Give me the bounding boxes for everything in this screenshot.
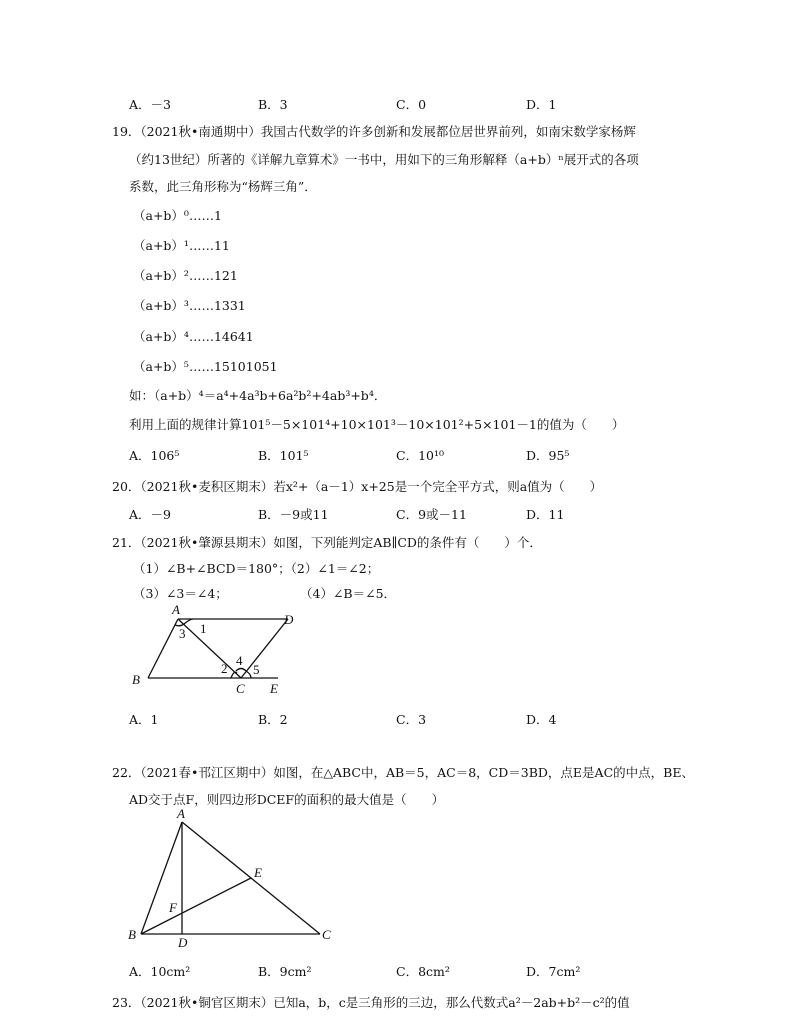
q19-triangle-row-3: （a+b）³……1331 [133,298,246,313]
q18-option-c[interactable]: C．0 [396,97,427,112]
label-f: F [169,900,177,915]
q19-option-a[interactable]: A．106⁵ [129,448,180,463]
line-be [141,878,251,934]
q20-question: 20．（2021秋•麦积区期末）若x²+（a－1）x+25是一个完全平方式，则a值为（ ） [112,479,603,494]
q18-option-b[interactable]: B．3 [258,97,288,112]
q20-option-b[interactable]: B．－9或11 [258,507,329,522]
q19-stem-line1: 19．（2021秋•南通期中）我国古代数学的许多创新和发展都位居世界前列，如南宋数学家杨辉 [112,124,636,139]
q22-option-d[interactable]: D．7cm² [526,964,581,979]
q21-condition-4: （4）∠B＝∠5． [300,586,397,601]
q19-stem-line2: （约13世纪）所著的《详解九章算术》一书中，用如下的三角形解释（a+b）ⁿ展开式的各项 [129,152,639,167]
label-angle-5: 5 [253,662,260,677]
q22-triangle-figure [120,806,340,952]
q23-question: 23．（2021秋•铜官区期末）已知a，b，c是三角形的三边，那么代数式a²－2ab+b²－c²的值 [112,995,630,1010]
label-d: D [284,612,294,627]
label-b: B [132,672,140,687]
q19-example: 如：（a+b）⁴＝a⁴+4a³b+6a²b²+4ab³+b⁴． [129,388,387,403]
q21-condition-1-2: （1）∠B+∠BCD＝180°；（2）∠1＝∠2； [133,561,380,576]
label-e: E [254,865,262,880]
q18-option-a[interactable]: A．－3 [129,97,171,112]
q19-option-d[interactable]: D．95⁵ [526,448,570,463]
q21-option-c[interactable]: C．3 [396,712,427,727]
q22-stem-line1: 22．（2021春•邗江区期中）如图，在△ABC中，AB＝5，AC＝8，CD＝3BD，点E是AC的中点，BE、 [112,765,694,780]
label-d: D [178,935,188,950]
label-angle-1: 1 [200,621,207,636]
label-a: A [177,806,185,821]
label-c: C [236,681,245,696]
label-b: B [128,927,136,942]
label-angle-4: 4 [236,653,243,668]
q19-question: 利用上面的规律计算101⁵－5×101⁴+10×101³－10×101²+5×101－1的值为（ ） [129,417,625,432]
q19-triangle-row-5: （a+b）⁵……15101051 [133,359,278,374]
q22-option-b[interactable]: B．9cm² [258,964,312,979]
q22-option-c[interactable]: C．8cm² [396,964,450,979]
angle-arc-1 [184,619,193,624]
line-ac [178,619,241,678]
q21-option-b[interactable]: B．2 [258,712,288,727]
q21-condition-3: （3）∠3＝∠4； [133,586,228,601]
angle-arc-4 [236,669,246,672]
q22-option-a[interactable]: A．10cm² [129,964,191,979]
line-ab [148,619,178,678]
label-e: E [270,681,278,696]
label-angle-2: 2 [221,661,228,676]
label-c: C [322,927,331,942]
q21-parallelogram-figure [120,600,310,700]
q19-triangle-row-2: （a+b）²……121 [133,268,238,283]
q21-option-a[interactable]: A．1 [129,712,159,727]
q20-option-d[interactable]: D．11 [526,507,565,522]
q19-option-c[interactable]: C．10¹⁰ [396,448,444,463]
q21-question: 21．（2021秋•肇源县期末）如图，下列能判定AB∥CD的条件有（ ）个． [112,535,542,550]
q20-option-a[interactable]: A．－9 [129,507,171,522]
q22-stem-line2: AD交于点F，则四边形DCEF的面积的最大值是（ ） [129,792,445,807]
q18-option-d[interactable]: D．1 [526,97,557,112]
label-angle-3: 3 [179,626,186,641]
q21-option-d[interactable]: D．4 [526,712,557,727]
line-ab [141,822,182,934]
angle-arc-2 [231,672,237,678]
line-cd [241,619,288,678]
q19-stem-line3: 系数，此三角形称为“杨辉三角”． [129,179,317,194]
q20-option-c[interactable]: C．9或－11 [396,507,467,522]
q19-triangle-row-1: （a+b）¹……11 [133,238,230,253]
angle-arc-5 [246,671,251,678]
label-a: A [172,602,180,617]
q19-triangle-row-0: （a+b）⁰……1 [133,208,222,223]
q19-option-b[interactable]: B．101⁵ [258,448,309,463]
q19-triangle-row-4: （a+b）⁴……14641 [133,329,254,344]
